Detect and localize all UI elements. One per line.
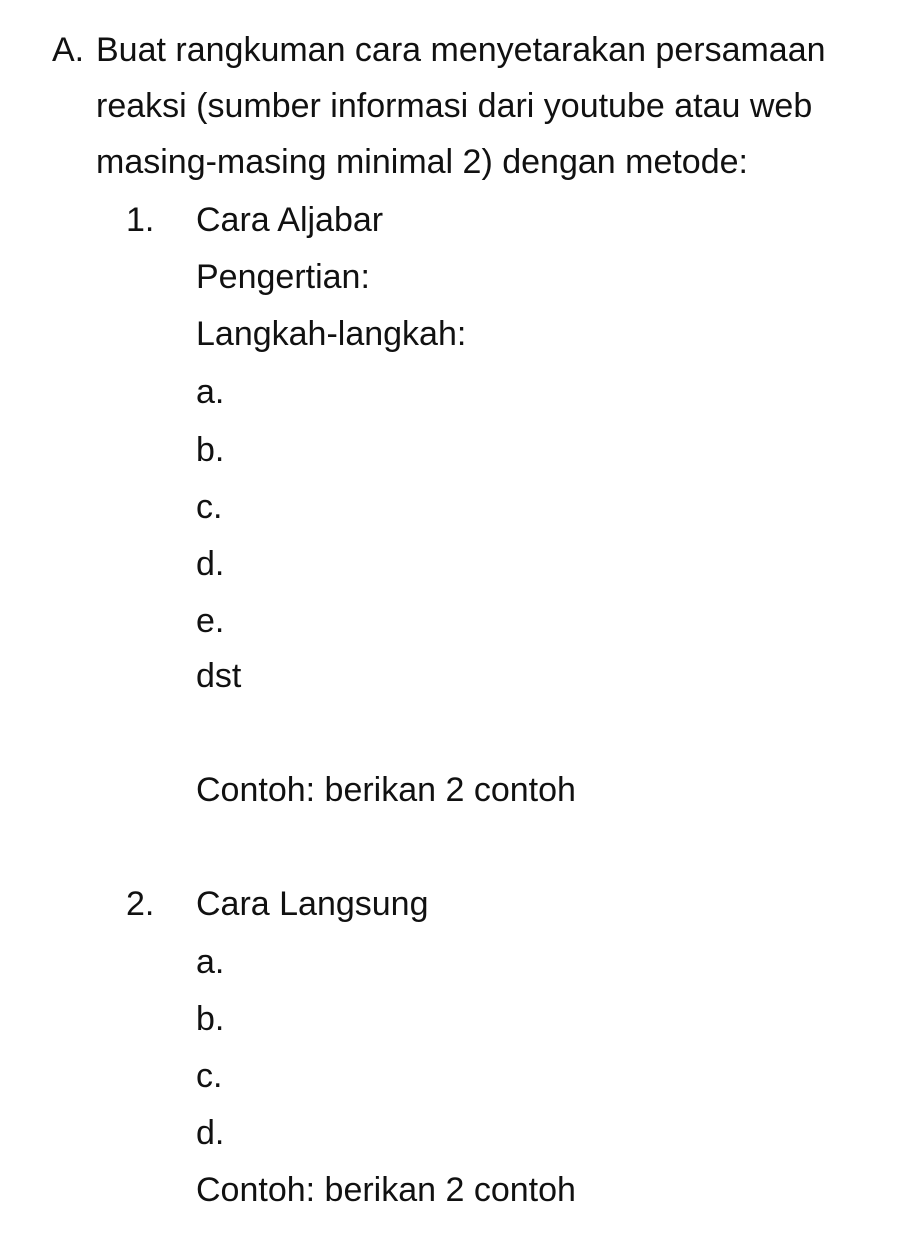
item-1-definition-label: Pengertian:	[196, 258, 370, 296]
item-2-step-c: c.	[196, 1057, 223, 1095]
item-1-example: Contoh: berikan 2 contoh	[196, 771, 576, 809]
item-1-steps-label: Langkah-langkah:	[196, 315, 467, 353]
heading-line-1: Buat rangkuman cara menyetarakan persamaan	[96, 31, 826, 69]
item-2-step-d: d.	[196, 1114, 225, 1152]
item-1-number: 1.	[126, 201, 155, 239]
item-1-title: Cara Aljabar	[196, 201, 384, 239]
item-1-more: dst	[196, 657, 242, 695]
item-2-example: Contoh: berikan 2 contoh	[196, 1171, 576, 1209]
item-1-step-e: e.	[196, 602, 225, 640]
heading-line-2: reaksi (sumber informasi dari youtube atau web	[96, 87, 813, 125]
item-1-step-b: b.	[196, 431, 225, 469]
item-2-step-b: b.	[196, 1000, 225, 1038]
item-2-step-a: a.	[196, 943, 225, 981]
item-2-title: Cara Langsung	[196, 885, 429, 923]
item-1-step-a: a.	[196, 373, 225, 411]
item-1-step-d: d.	[196, 545, 225, 583]
heading-marker: A.	[52, 31, 85, 69]
heading-line-3: masing-masing minimal 2) dengan metode:	[96, 143, 748, 181]
item-1-step-c: c.	[196, 488, 223, 526]
item-2-number: 2.	[126, 885, 155, 923]
